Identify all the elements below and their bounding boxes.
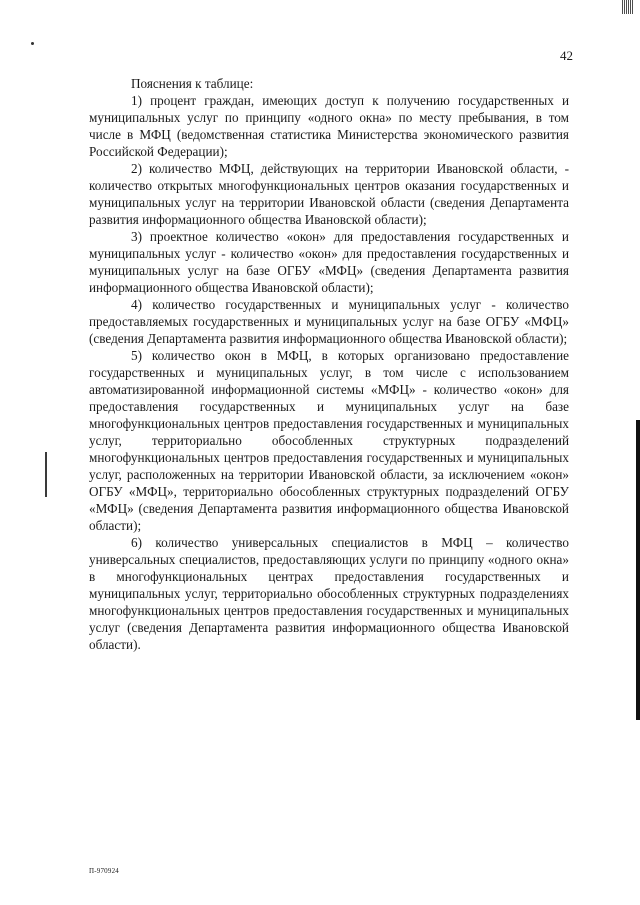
paragraph-6: 6) количество универсальных специалистов в МФЦ – количество универсальных специалистов, предоставляющих услуги по принципу «одного окна» в многофункциональных центрах предоставления государственных и муниципальных услуг, территориально обособленных структурных подразделениях многофункциональных центров предоставления государственных и муниципальных услуг (сведения Департамента развития информационного общества Ивановской области). <box>89 535 569 652</box>
paragraph-5: 5) количество окон в МФЦ, в которых организовано предоставление государственных и муниципальных услуг, в том числе с использованием автоматизированной информационной системы «МФЦ» - количество «окон» для предоставления государственных и муниципальных услуг на базе многофункциональных центров предоставления государственных и муниципальных услуг, территориально обособленных структурных подразделений многофункциональных центров предоставления государственных и муниципальных услуг, расположенных на территории Ивановской области, за исключением «окон» ОГБУ «МФЦ», территориально обособленных структурных подразделений ОГБУ «МФЦ» (сведения Департамента развития информационного общества Ивановской области); <box>89 348 569 533</box>
paragraph-4: 4) количество государственных и муниципальных услуг - количество предоставляемых государственных и муниципальных услуг на базе ОГБУ «МФЦ» (сведения Департамента развития информационного общества Ивановской области); <box>89 297 569 346</box>
scan-edge <box>636 420 640 720</box>
section-heading: Пояснения к таблице: <box>131 76 254 91</box>
paragraph-1: 1) процент граждан, имеющих доступ к получению государственных и муниципальных услуг по принципу «одного окна» по месту пребывания, в том числе в МФЦ (ведомственная статистика Министерства экономического развития Российской Федерации); <box>89 93 569 159</box>
document-body <box>89 75 569 653</box>
page-number: 42 <box>560 48 573 63</box>
scan-artifact-top <box>622 0 634 14</box>
margin-mark <box>45 452 47 497</box>
paragraph-3: 3) проектное количество «окон» для предоставления государственных и муниципальных услуг - количество «окон» для предоставления государственных и муниципальных услуг на базе ОГБУ «МФЦ» (сведения Департамента развития информационного общества Ивановской области); <box>89 229 569 295</box>
scan-speck <box>31 42 34 45</box>
paragraph-2: 2) количество МФЦ, действующих на территории Ивановской области, - количество открытых многофункциональных центров оказания государственных и муниципальных услуг на территории Ивановской области (сведения Департамента развития информационного общества Ивановской области); <box>89 161 569 227</box>
document-code: П-970924 <box>89 867 119 875</box>
